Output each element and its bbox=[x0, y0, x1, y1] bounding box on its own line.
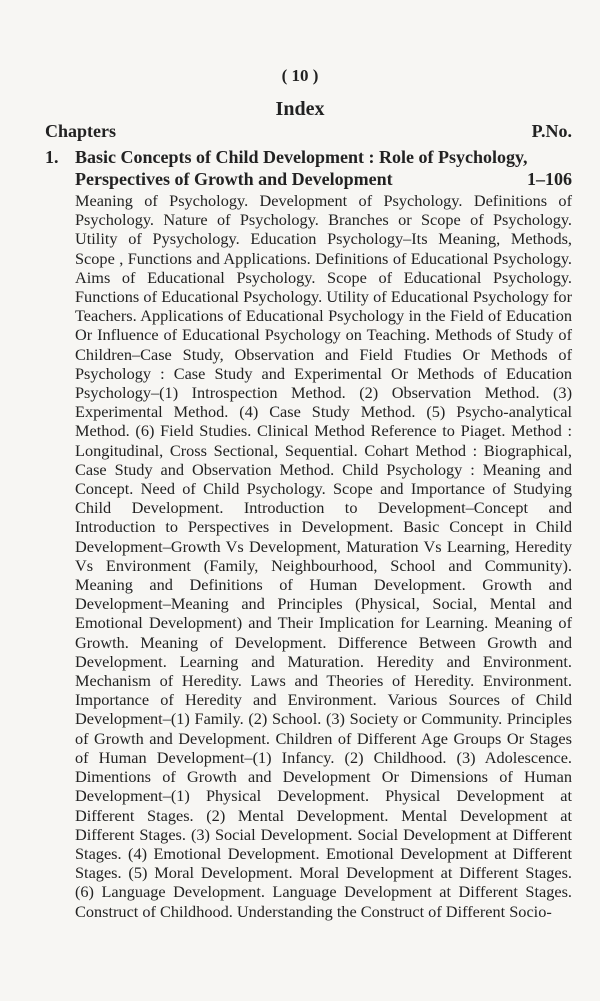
chapter-contents: Meaning of Psychology. Development of Psychology. Definitions of Psychology. Nature of Psychology. Branches or Scope of Psychology. Utility of Pysychology. Education Psychology–Its Meaning, Methods, Scope , Functions and Applications. Definitions of Educational Psychology. Aims of Educational Psychology. Scope of Educational Psychology. Functions of Educational Psychology. Utility of Educational Psychology for Teachers. Applications of Educational Psychology in the Field of Education Or Influence of Educational Psychology on Teaching. Methods of Study of Children–Case Study, Observation and Field Ftudies Or Methods of Psychology : Case Study and Experimental Or Methods of Education Psychology–(1) Introspection Method. (2) Observation Method. (3) Experimental Method. (4) Case Study Method. (5) Psycho-analytical Method. (6) Field Studies. Clinical Method Reference to Piaget. Method : Longitudinal, Cross Sectional, Sequential. Cohart Method : Biographical, Case Study and Observation Method. Child Psychology : Meaning and Concept. Need of Child Psychology. Scope and Importance of Studying Child Development. Introduction to Development–Concept and Introduction to Perspectives in Development. Basic Concept in Child Development–Growth Vs Development, Maturation Vs Learning, Heredity Vs Environment (Family, Neighbourhood, School and Community). Meaning and Definitions of Human Development. Growth and Development–Meaning and Principles (Physical, Social, Mental and Emotional Development) and Their Implication for Learning. Meaning of Growth. Meaning of Development. Difference Between Growth and Development. Learning and Maturation. Heredity and Environment. Mechanism of Heredity. Laws and Theories of Heredity. Environment. Importance of Heredity and Environment. Various Sources of Child Development–(1) Family. (2) School. (3) Society or Community. Principles of Growth and Development. Children of Different Age Groups Or Stages of Human Development–(1) Infancy. (2) Childhood. (3) Adolescence. Dimentions of Growth and Development Or Dimensions of Human Development–(1) Physical Development. Physical Development at Different Stages. (2) Mental Development. Mental Development at Different Stages. (3) Social Development. Social Development at Different Stages. (4) Emotional Development. Emotional Development at Different Stages. (5) Moral Development. Moral Development at Different Stages. (6) Language Development. Language Development at Different Stages. Construct of Childhood. Understanding the Construct of Different Socio- bbox=[75, 191, 572, 921]
page-number: ( 10 ) bbox=[281, 66, 319, 85]
chapter-entry bbox=[45, 146, 572, 921]
chapter-title bbox=[75, 146, 572, 190]
chapter-page-range: 1–106 bbox=[527, 169, 572, 189]
chapter-title-line-2: Perspectives of Growth and Development bbox=[75, 169, 393, 189]
column-headings bbox=[45, 121, 572, 142]
chapter-heading bbox=[45, 146, 572, 190]
chapters-heading: Chapters bbox=[45, 121, 116, 141]
chapter-title-line-1: Basic Concepts of Child Development : Role of Psychology, bbox=[75, 147, 528, 167]
page-number-heading: P.No. bbox=[531, 121, 572, 141]
page-title: Index bbox=[275, 98, 325, 120]
chapter-number: 1. bbox=[45, 147, 59, 167]
